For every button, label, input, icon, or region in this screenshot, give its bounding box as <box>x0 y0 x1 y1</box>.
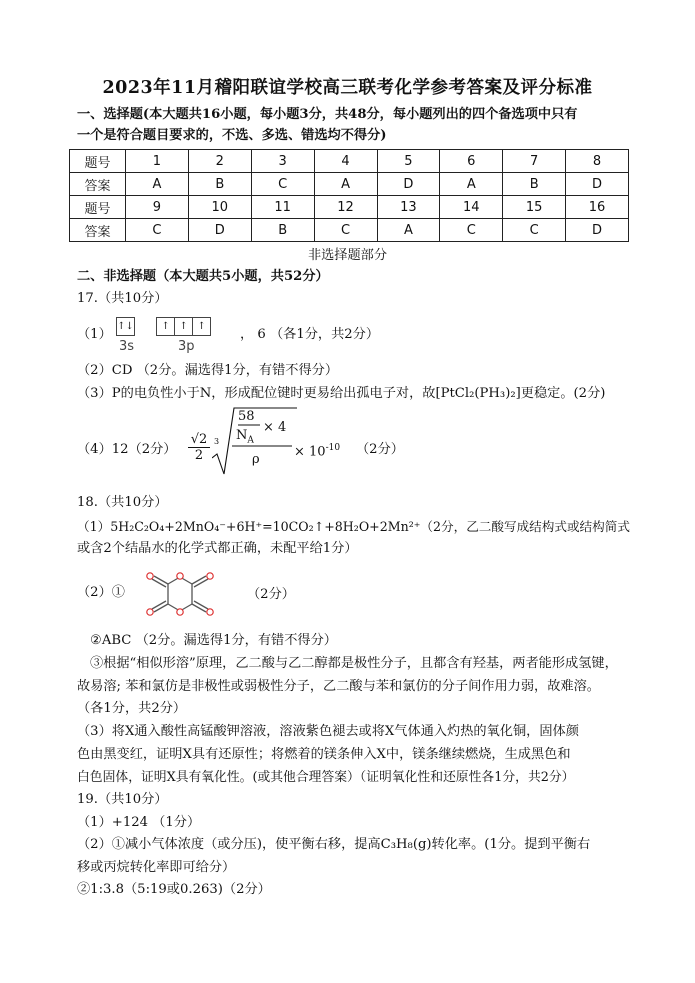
table-cell: 题号 <box>70 150 126 173</box>
formula-exp <box>294 443 340 459</box>
formula-na-sub: A <box>247 435 254 446</box>
table-cell: 13 <box>377 196 440 219</box>
table-cell: A <box>440 173 503 196</box>
table-cell: 10 <box>188 196 251 219</box>
table-cell: 答案 <box>70 219 126 242</box>
q17-p3: （3）P的电负性小于N，形成配位键时更易给出孤电子对，故[PtCl₂(PH₃)₂]更稳定。(2分) <box>77 386 606 401</box>
q19-p2-line2: 移或丙烷转化率即可给分） <box>77 860 236 875</box>
table-cell: B <box>188 173 251 196</box>
table-cell: D <box>566 173 629 196</box>
table-cell: 5 <box>377 150 440 173</box>
formula-times4: × 4 <box>263 420 287 435</box>
formula-58: 58 <box>238 409 255 424</box>
formula-rho: ρ <box>252 452 260 467</box>
table-cell: A <box>377 219 440 242</box>
orbital-label-3s: 3s <box>119 339 135 354</box>
orbital-label-3p: 3p <box>178 339 195 354</box>
table-row <box>70 173 629 196</box>
orbital-3s-box: ↑↓ <box>116 317 135 336</box>
q19-p2-line1: （2）①减小气体浓度（或分压)，使平衡右移，提高C₃H₈(g)转化率。(1分。提到平衡右 <box>77 837 591 852</box>
table-cell: 12 <box>314 196 377 219</box>
table-cell: C <box>314 219 377 242</box>
table-cell: D <box>377 173 440 196</box>
nonchoice-heading: 非选择题部分 <box>307 248 388 263</box>
table-cell: 3 <box>251 150 314 173</box>
orbital-3p-box: ↑ <box>192 317 211 336</box>
orbital-diagram <box>116 316 210 336</box>
table-cell: 16 <box>566 196 629 219</box>
orbital-3p-box: ↑ <box>156 317 175 336</box>
formula-coef-num: √2 <box>190 432 208 447</box>
q18-p3-line2: 色由黑变红，证明X具有还原性；将燃着的镁条伸入X中，镁条继续燃烧，生成黑色和 <box>77 747 571 762</box>
oxalic-anhydride-structure-icon <box>138 566 222 622</box>
table-cell: 答案 <box>70 173 126 196</box>
table-cell: C <box>126 219 189 242</box>
q18-p1-line2: 或含2个结晶水的化学式都正确，未配平给1分） <box>77 541 358 556</box>
table-row <box>70 150 629 173</box>
table-cell: C <box>440 219 503 242</box>
q18-p2c-line3: （各1分，共2分） <box>77 701 187 716</box>
formula-exp-base: × 10 <box>294 444 326 460</box>
table-cell: 11 <box>251 196 314 219</box>
q19-p1: （1）+124 （1分） <box>77 815 201 830</box>
q18-p2-number: （2）① <box>77 585 125 600</box>
table-cell: B <box>503 173 566 196</box>
table-row <box>70 196 629 219</box>
table-cell: 7 <box>503 150 566 173</box>
q17-p4-score: （2分） <box>356 442 404 457</box>
formula-na <box>236 428 254 446</box>
section1-line2: 一个是符合题目要求的，不选、多选、错选均不得分) <box>77 128 387 143</box>
page-title: 2023年11月稽阳联谊学校高三联考化学参考答案及评分标准 <box>102 78 593 98</box>
table-cell: C <box>251 173 314 196</box>
formula-coef <box>188 432 210 463</box>
table-cell: 1 <box>126 150 189 173</box>
table-cell: A <box>126 173 189 196</box>
q18-heading: 18.（共10分） <box>77 495 168 510</box>
formula-coef-den: 2 <box>188 447 210 463</box>
orbital-3p-box: ↑ <box>174 317 193 336</box>
table-cell: A <box>314 173 377 196</box>
q18-p3-line3: 白色固体，证明X具有氧化性。(或其他合理答案）（证明氧化性和还原性各1分，共2分） <box>77 770 575 785</box>
table-cell: 8 <box>566 150 629 173</box>
table-row <box>70 219 629 242</box>
table-cell: B <box>251 219 314 242</box>
q17-heading: 17.（共10分） <box>77 291 168 306</box>
q18-p2c-line2: 故易溶; 苯和氯仿是非极性或弱极性分子，乙二酸与苯和氯仿的分子间作用力弱，故难溶。 <box>77 679 600 694</box>
q18-p3-line1: （3）将X通入酸性高锰酸钾溶液，溶液紫色褪去或将X气体通入灼热的氧化铜，固体颜 <box>77 724 579 739</box>
formula-exp-sup: -10 <box>325 443 341 453</box>
table-cell: C <box>503 219 566 242</box>
q17-p2: （2）CD （2分。漏选得1分，有错不得分） <box>77 363 339 378</box>
table-cell: D <box>188 219 251 242</box>
q19-heading: 19.（共10分） <box>77 792 168 807</box>
table-cell: 6 <box>440 150 503 173</box>
q17-p1-answer: ， 6 （各1分，共2分） <box>240 327 380 342</box>
table-cell: 14 <box>440 196 503 219</box>
q17-p4-answer: （4）12（2分） <box>77 442 177 457</box>
formula-na-letter: N <box>236 428 248 443</box>
q18-p2-score: （2分） <box>247 587 295 602</box>
answer-table <box>69 149 629 242</box>
table-cell: 题号 <box>70 196 126 219</box>
cube-root-index: 3 <box>214 437 220 446</box>
q19-p2b: ②1:3.8（5:19或0.263)（2分） <box>77 882 271 897</box>
table-cell: 4 <box>314 150 377 173</box>
section1-line1: 一、选择题(本大题共16小题，每小题3分，共48分，每小题列出的四个备选项中只有 <box>77 107 578 122</box>
table-cell: 9 <box>126 196 189 219</box>
q17-p1-number: （1） <box>77 327 112 342</box>
q18-p2c-line1: ③根据“相似形溶”原理，乙二酸与乙二醇都是极性分子，且都含有羟基，两者能形成氢键， <box>90 656 618 671</box>
table-cell: D <box>566 219 629 242</box>
section2-heading: 二、非选择题（本大题共5小题，共52分） <box>77 269 329 284</box>
q18-p1-line1: （1）5H₂C₂O₄+2MnO₄⁻+6H⁺=10CO₂↑+8H₂O+2Mn²⁺（2分，乙二酸写成结构式或结构简式 <box>77 519 630 534</box>
table-cell: 2 <box>188 150 251 173</box>
q18-p2b: ②ABC （2分。漏选得1分，有错不得分） <box>90 633 337 648</box>
table-cell: 15 <box>503 196 566 219</box>
